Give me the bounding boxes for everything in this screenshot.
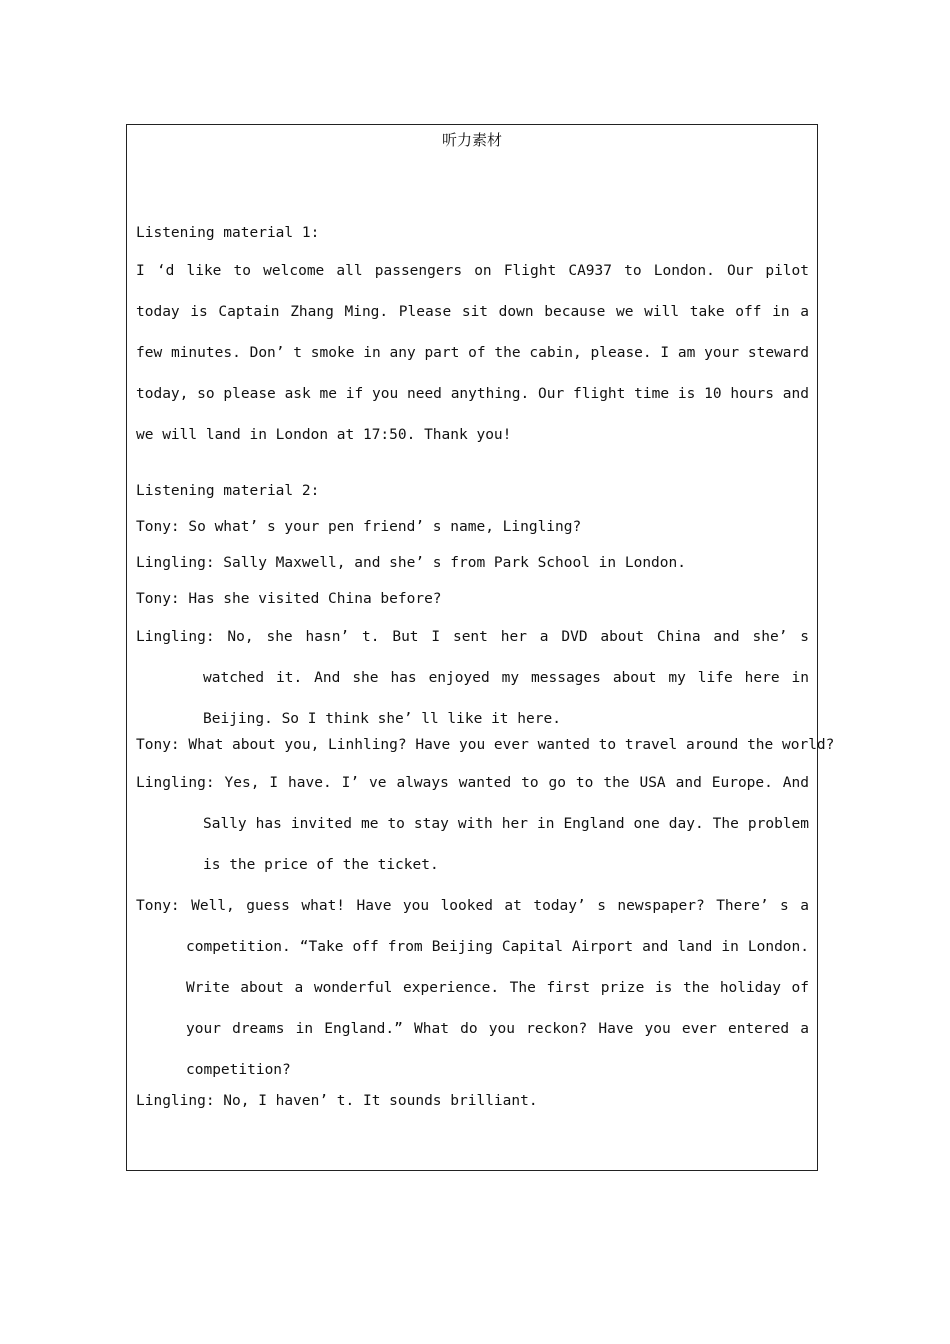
dialogue-line: Tony: So what’ s your pen friend’ s name, Lingling? <box>136 519 582 535</box>
material2-heading: Listening material 2: <box>136 483 320 499</box>
material1-heading: Listening material 1: <box>136 225 320 241</box>
dialogue-line: Tony: Has she visited China before? <box>136 591 442 607</box>
material1-paragraph: I ‘d like to welcome all passengers on Flight CA937 to London. Our pilot today is Captain Zhang Ming. Please sit down because we will take off in a few minutes. Don’ t smoke in any part of the cabin, please. I am your steward today, so please ask me if you need anything. Our flight time is 10 hours and we will land in London at 17:50. Thank you! <box>136 263 809 443</box>
dialogue-line: Tony: What about you, Linhling? Have you ever wanted to travel around the world? <box>136 737 835 753</box>
dialogue-line: Lingling: No, I haven’ t. It sounds brilliant. <box>136 1093 538 1109</box>
dialogue-line: Lingling: Yes, I have. I’ ve always wanted to go to the USA and Europe. And Sally has invited me to stay with her in England one day. The problem is the price of the ticket. <box>136 775 809 873</box>
dialogue-line: Lingling: No, she hasn’ t. But I sent her a DVD about China and she’ s watched it. And she has enjoyed my messages about my life here in Beijing. So I think she’ ll like it here. <box>136 629 809 727</box>
dialogue-line: Lingling: Sally Maxwell, and she’ s from Park School in London. <box>136 555 686 571</box>
dialogue-line: Tony: Well, guess what! Have you looked at today’ s newspaper? There’ s a competition. “Take off from Beijing Capital Airport and land in London. Write about a wonderful experience. The first prize is the holiday of your dreams in England.” What do you reckon? Have you ever entered a competition? <box>136 898 809 1078</box>
page-title: 听力素材 <box>441 131 502 149</box>
listening-material-box <box>126 124 835 1171</box>
content-area <box>136 223 835 1127</box>
